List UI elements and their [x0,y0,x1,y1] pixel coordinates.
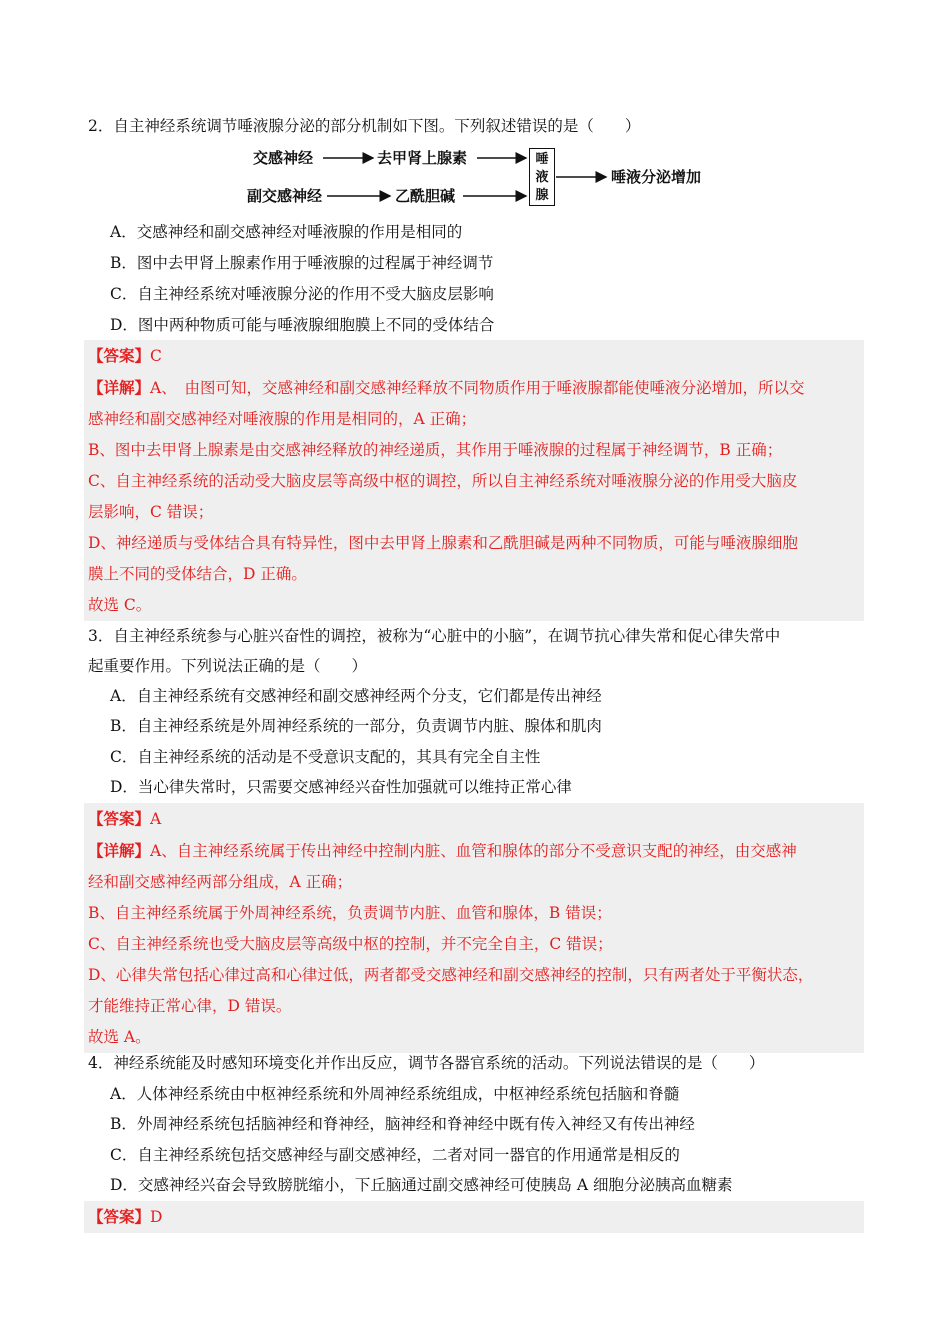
q2-option-b: B．图中去甲肾上腺素作用于唾液腺的过程属于神经调节 [110,254,494,272]
q3-option-a: A．自主神经系统有交感神经和副交感神经两个分支，它们都是传出神经 [110,687,602,705]
parasympathetic-nerve-label: 副交感神经 [247,187,323,205]
detail-line: D、心律失常包括心律过高和心律过低，两者都受交感神经和副交感神经的控制，只有两者处于平衡状态， [88,966,814,984]
q2-answer-block [84,340,864,621]
q2-option-c: C．自主神经系统对唾液腺分泌的作用不受大脑皮层影响 [110,285,494,303]
answer-tag: 【答案】 [88,346,151,365]
detail-line: B、图中去甲肾上腺素是由交感神经释放的神经递质，其作用于唾液腺的过程属于神经调节，B 正确； [88,441,783,459]
sympathetic-nerve-label: 交感神经 [253,149,314,167]
detail-line: C、自主神经系统的活动受大脑皮层等高级中枢的调控，所以自主神经系统对唾液腺分泌的作用受大脑皮 [88,472,798,490]
detail-line: 感神经和副交感神经对唾液腺的作用是相同的，A 正确； [88,410,477,428]
answer-value: D [150,1208,163,1226]
q3-option-d: D．当心律失常时，只需要交感神经兴奋性加强就可以维持正常心律 [110,778,572,796]
salivary-gland-label: 唾液腺 [535,152,549,203]
question-2-stem: 2．自主神经系统调节唾液腺分泌的部分机制如下图。下列叙述错误的是（ ） [88,117,641,135]
q4-option-a: A．人体神经系统由中枢神经系统和外周神经系统组成，中枢神经系统包括脑和脊髓 [110,1085,680,1103]
detail-tag: 【详解】 [88,378,151,397]
detail-line: 膜上不同的受体结合，D 正确。 [88,565,307,583]
q3-answer-block [84,803,864,1053]
question-3-stem-line-1: 3．自主神经系统参与心脏兴奋性的调控，被称为“心脏中的小脑”，在调节抗心律失常和促心律失常中 [88,627,781,645]
norepinephrine-label: 去甲肾上腺素 [377,149,468,167]
detail-line: 经和副交感神经两部分组成，A 正确； [88,873,353,891]
detail-line: D、神经递质与受体结合具有特异性，图中去甲肾上腺素和乙酰胆碱是两种不同物质，可能与唾液腺细胞 [88,534,798,552]
detail-tag: 【详解】 [88,841,151,860]
detail-line: 故选 C。 [88,596,152,614]
answer-value: A [150,810,162,828]
q4-answer-block [84,1201,864,1233]
detail-line: B、自主神经系统属于外周神经系统，负责调节内脏、血管和腺体，B 错误； [88,904,612,922]
salivary-gland-box [529,148,555,206]
answer-tag: 【答案】 [88,809,151,828]
detail-line: A、自主神经系统属于传出神经中控制内脏、血管和腺体的部分不受意识支配的神经，由交感神 [150,842,797,860]
answer-value: C [150,347,162,365]
question-3-stem-line-2: 起重要作用。下列说法正确的是（ ） [88,657,368,675]
detail-line: 才能维持正常心律，D 错误。 [88,997,292,1015]
detail-line: A、 由图可知，交感神经和副交感神经释放不同物质作用于唾液腺都能使唾液分泌增加，所以交 [150,379,805,397]
detail-line: 故选 A。 [88,1028,151,1046]
question-4-stem: 4．神经系统能及时感知环境变化并作出反应，调节各器官系统的活动。下列说法错误的是（ ） [88,1054,765,1072]
neural-regulation-diagram [245,144,715,214]
q2-option-d: D．图中两种物质可能与唾液腺细胞膜上不同的受体结合 [110,316,495,334]
q3-option-c: C．自主神经系统的活动是不受意识支配的，其具有完全自主性 [110,748,541,766]
saliva-increase-label: 唾液分泌增加 [611,168,702,186]
q4-option-b: B．外周神经系统包括脑神经和脊神经，脑神经和脊神经中既有传入神经又有传出神经 [110,1115,695,1133]
q4-option-c: C．自主神经系统包括交感神经与副交感神经，二者对同一器官的作用通常是相反的 [110,1146,680,1164]
q4-option-d: D．交感神经兴奋会导致膀胱缩小，下丘脑通过副交感神经可使胰岛 A 细胞分泌胰高血糖素 [110,1176,733,1194]
detail-line: C、自主神经系统也受大脑皮层等高级中枢的控制，并不完全自主，C 错误； [88,935,613,953]
detail-line: 层影响，C 错误； [88,503,214,521]
q3-option-b: B．自主神经系统是外周神经系统的一部分，负责调节内脏、腺体和肌肉 [110,717,602,735]
answer-tag: 【答案】 [88,1207,151,1226]
acetylcholine-label: 乙酰胆碱 [395,187,456,205]
question-3-stem [88,621,864,681]
q2-option-a: A．交感神经和副交感神经对唾液腺的作用是相同的 [110,223,463,241]
